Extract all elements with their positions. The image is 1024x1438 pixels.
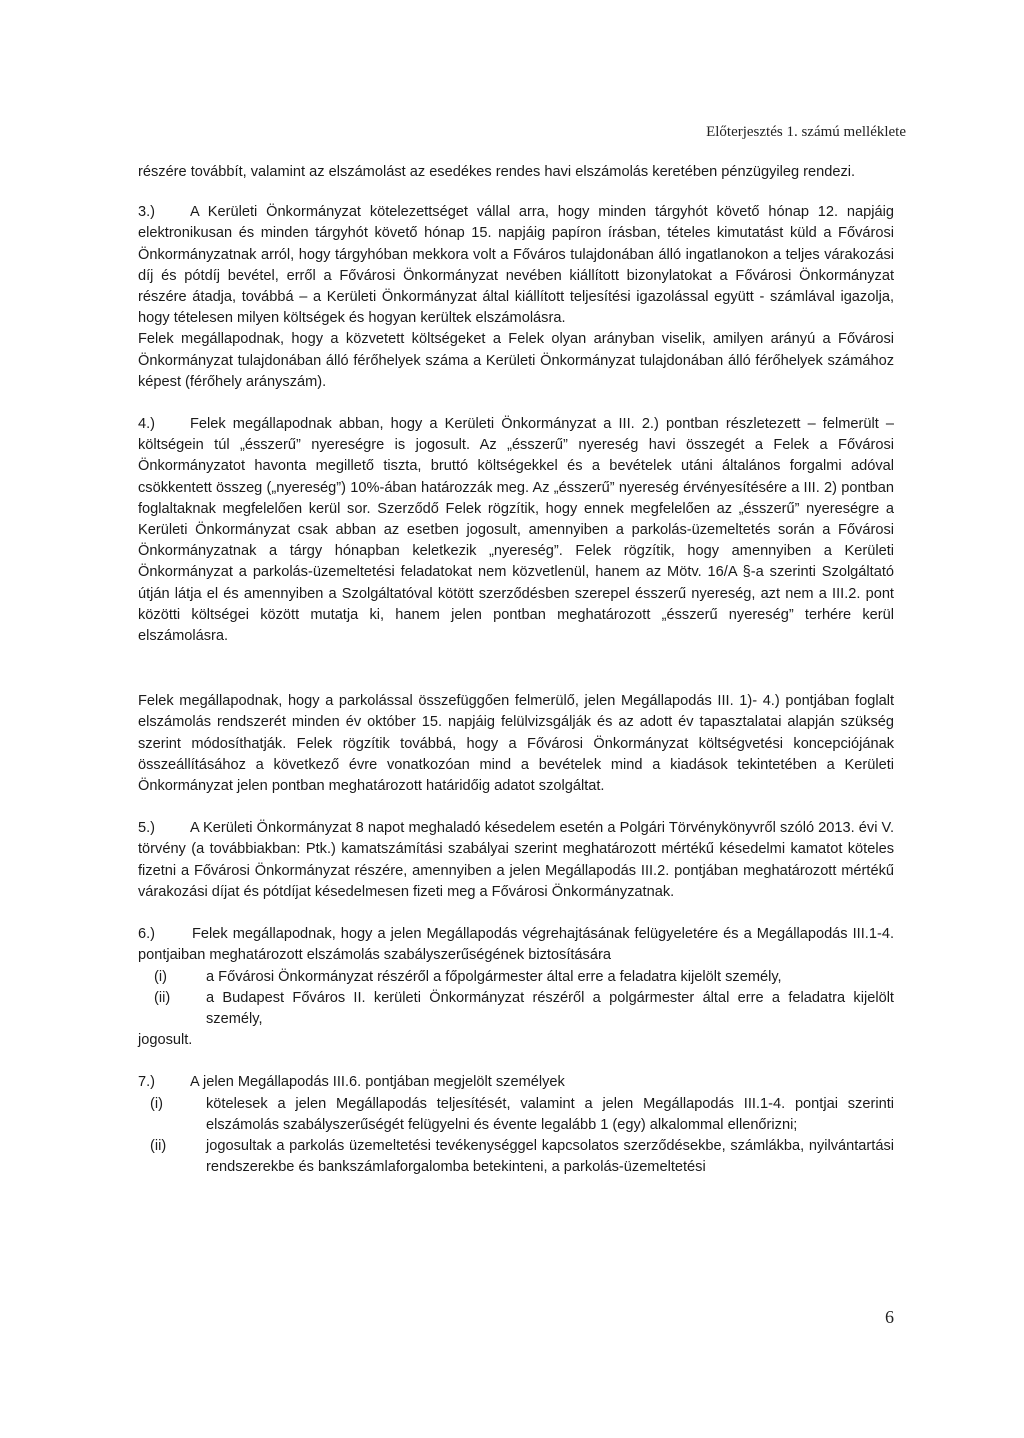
section-7-text: A jelen Megállapodás III.6. pontjában megjelölt személyek [190, 1074, 565, 1091]
section-7-number: 7.) [138, 1074, 156, 1091]
section-7-item-ii-label: (ii) [150, 1137, 167, 1154]
section-6-item-ii-text: a Budapest Főváros II. kerületi Önkormányzat részéről a polgármester által erre a feladatra kijelölt személy, [206, 989, 894, 1027]
section-6-item-i [138, 967, 894, 988]
review-paragraph: Felek megállapodnak, hogy a parkolással összefüggően felmerülő, jelen Megállapodás III. 1)- 4.) pontjában foglalt elszámolás rendszerét minden év október 15. napjáig felülvizsgálják és az adott év tapasztalatai alapján szükség szerint módosíthatják. Felek rögzítik továbbá, hogy a Fővárosi Önkormányzat költségvetési koncepciójának összeállításához a következő évre vonatkozóan mind a bevételek mind a kiadások tekintetében a Kerületi Önkormányzat jelen pontban meghatározott határidőig adatot szolgáltat. [138, 693, 894, 795]
section-6-number: 6.) [138, 926, 156, 943]
section-6-text: Felek megállapodnak, hogy a jelen Megállapodás végrehajtásának felügyeletére és a Megállapodás III.1-4. pontjaiban meghatározott elszámolás szabályszerűségének biztosítására [138, 926, 894, 964]
section-7-item-ii [138, 1136, 894, 1178]
section-5-number: 5.) [138, 820, 156, 837]
section-3-text: A Kerületi Önkormányzat kötelezettséget vállal arra, hogy minden tárgyhót követő hónap 12. napjáig elektronikusan és minden tárgyhót követő hónap 15. napjáig papíron írásban, tételes kimutatást küld a Fővárosi Önkormányzatnak arról, hogy tárgyhóban mekkora volt a Főváros tulajdonában álló ingatlanokon a teljes várakozási díj és pótdíj bevétel, erről a Fővárosi Önkormányzat nevében kiállított bizonylatokat a Fővárosi Önkormányzat részére átadja, továbbá – a Kerületi Önkormányzat által kiállított teljesítési igazolással együtt - számlával igazolja, hogy tételesen milyen költségek és hogyan kerültek elszámolásra. [138, 204, 894, 327]
intro-paragraph: részére továbbít, valamint az elszámolást az esedékes rendes havi elszámolás keretében pénzügyileg rendezi. [138, 164, 856, 180]
section-3-continuation: Felek megállapodnak, hogy a közvetett költségeket a Felek olyan arányban viselik, amilyen arányú a Fővárosi Önkormányzat tulajdonában álló férőhelyek száma a Kerületi Önkormányzat tulajdonában álló férőhelyek számához képest (férőhely arányszám). [138, 331, 894, 390]
section-4-number: 4.) [138, 416, 156, 433]
section-5-text: A Kerületi Önkormányzat 8 napot meghaladó késedelem esetén a Polgári Törvénykönyvről szóló 2013. évi V. törvény (a továbbiakban: Ptk.) kamatszámítási szabályai szerint meghatározott mértékű késedelmi kamatot köteles fizetni a Fővárosi Önkormányzat részére, amennyiben a jelen Megállapodás III.2. pontjában meghatározott mértékű várakozási díjat és pótdíjat késedelmesen fizeti meg a Fővárosi Önkormányzatnak. [138, 820, 894, 900]
section-7-item-i-label: (i) [150, 1095, 163, 1112]
section-6-closing: jogosult. [138, 1032, 193, 1049]
page-number: 6 [885, 1307, 894, 1327]
section-6-item-i-label: (i) [154, 968, 167, 985]
section-7-paragraph [138, 1072, 894, 1093]
section-7-item-i [138, 1094, 894, 1136]
section-6-item-ii-label: (ii) [154, 989, 171, 1006]
document-body [138, 162, 894, 1178]
section-6-item-i-text: a Fővárosi Önkormányzat részéről a főpolgármester által erre a feladatra kijelölt személy, [206, 968, 782, 985]
section-4-text: Felek megállapodnak abban, hogy a Kerületi Önkormányzat a III. 2.) pontban részletezett – felmerült – költségein túl „ésszerű” nyereségre is jogosult. Az „ésszerű” nyereség havi összegét a Felek a Fővárosi Önkormányzatot havonta megillető tiszta, bruttó költségekkel és a bevételek utáni általános forgalmi adóval csökkentett összeg („nyereség”) 10%-ában határozzák meg. Az „ésszerű” nyereség érvényesítésére a III. 2) pontban foglaltaknak megfelelően kerül sor. Szerződő Felek rögzítik, hogy ennek megfelelően az „ésszerű” nyereségre a Kerületi Önkormányzat csak abban az esetben jogosult, amennyiben a parkolás-üzemeltetés során a Fővárosi Önkormányzatnak a tárgy hónapban keletkezik „nyereség”. Felek rögzítik, hogy amennyiben a Kerületi Önkormányzat a parkolás-üzemeltetési feladatokat nem közvetlenül, hanem az Mötv. 16/A §-a szerinti Szolgáltató útján látja el és amennyiben a Szolgáltatóval kötött szerződésben szerepel ésszerű nyereség, azt nem a III.2. pont közötti költségei között mutatja ki, hanem jelen pontban meghatározott „ésszerű nyereség” terhére kerül elszámolásra. [138, 416, 894, 645]
section-6-paragraph [138, 924, 894, 966]
section-4-paragraph [138, 414, 894, 647]
section-7-item-ii-text: jogosultak a parkolás üzemeltetési tevékenységgel kapcsolatos szerződésekbe, számlákba, nyilvántartási rendszerekbe és bankszámlaforgalomba betekinteni, a parkolás-üzemeltetési [206, 1137, 894, 1176]
section-6-item-ii [138, 988, 894, 1030]
section-3-paragraph [138, 202, 894, 329]
section-5-paragraph [138, 818, 894, 903]
section-7-item-i-text: kötelesek a jelen Megállapodás teljesítését, valamint a jelen Megállapodás III.1-4. pontjai szerinti elszámolás szabályszerűségét felügyelni és évente legalább 1 (egy) alkalommal ellenőrizni; [206, 1095, 894, 1133]
annex-header: Előterjesztés 1. számú melléklete [706, 124, 906, 140]
section-3-number: 3.) [138, 204, 156, 221]
